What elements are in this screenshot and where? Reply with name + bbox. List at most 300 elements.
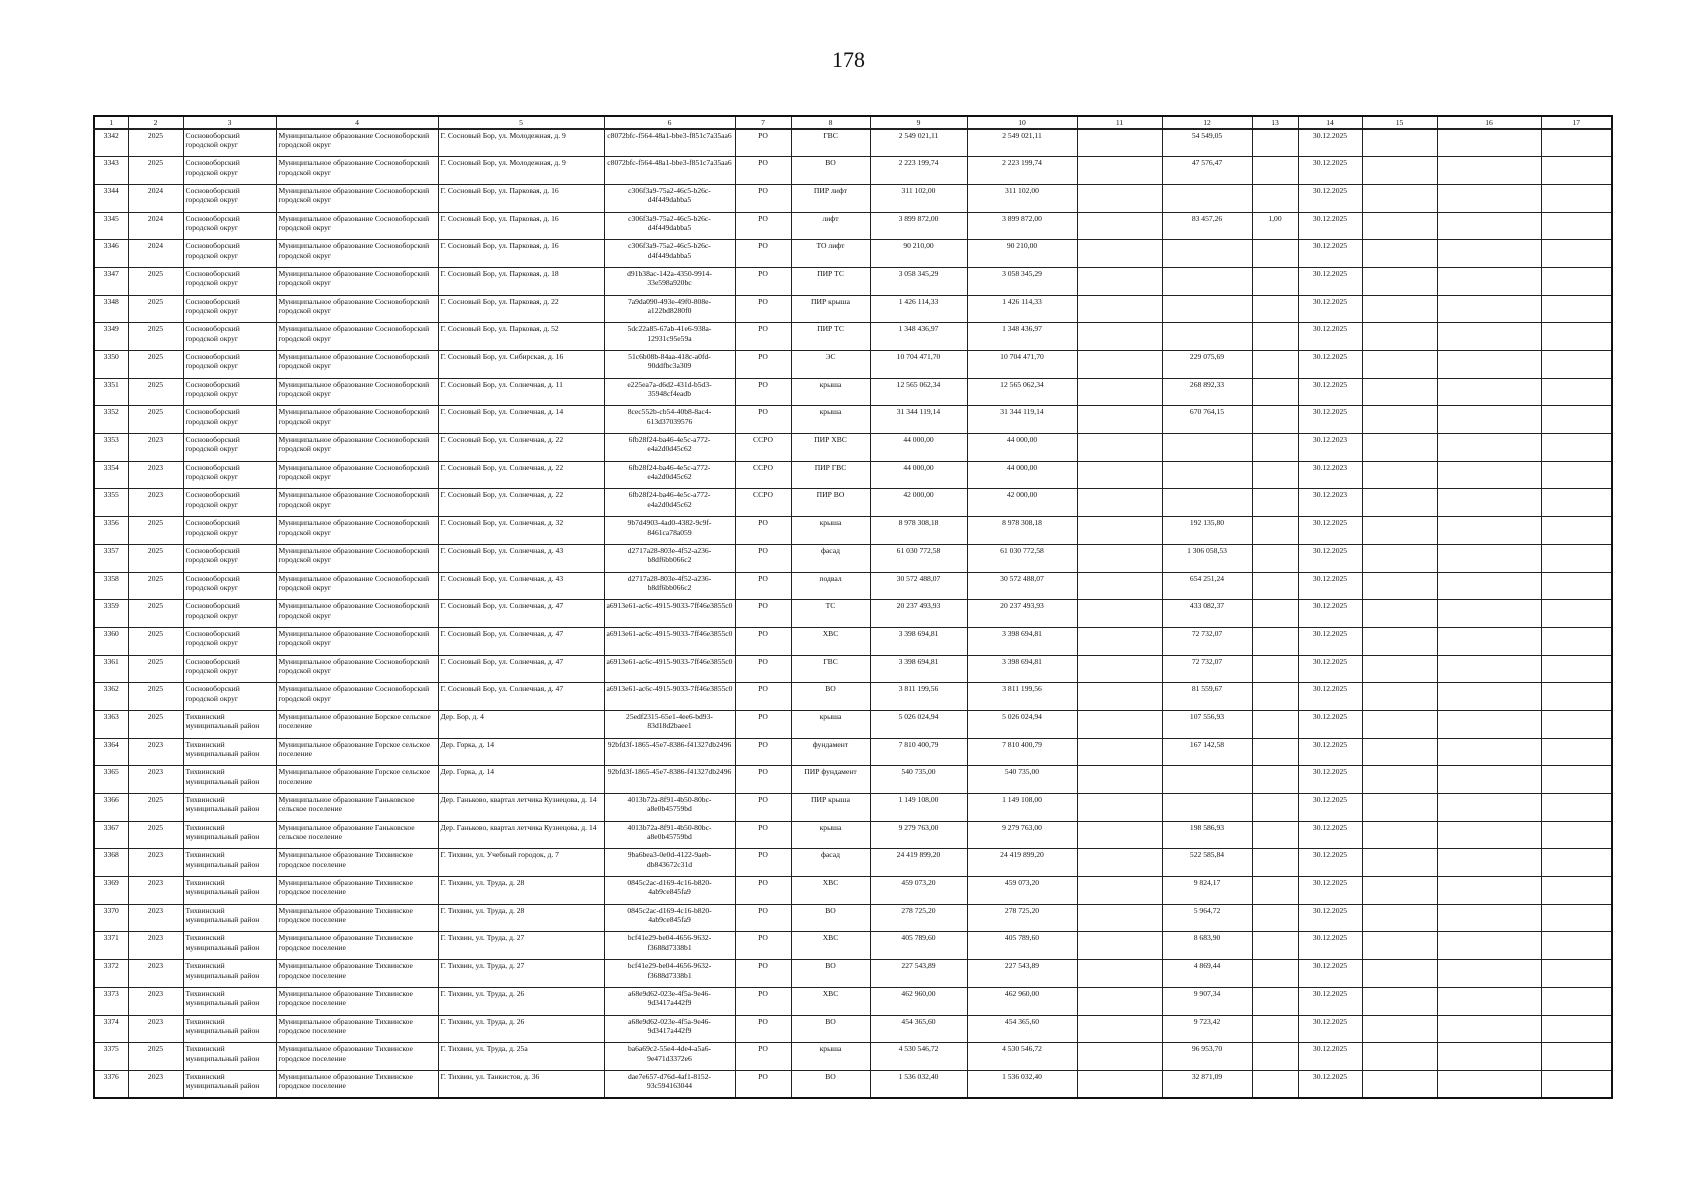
row-number-cell: 3350 <box>94 351 128 379</box>
house-guid-cell: a6913e61-ac6c-4915-9033-7ff46e3855c0 <box>604 627 735 655</box>
municipality-cell: Муниципальное образование Сосновоборский городской округ <box>276 572 438 600</box>
work-type-cell: ТС <box>791 600 870 628</box>
program-type-cell: РО <box>735 849 791 877</box>
house-guid-cell: 6fb28f24-ba46-4e5c-a772-e4a2d0d45c62 <box>604 489 735 517</box>
col-13-cell <box>1252 794 1298 822</box>
col-15-cell <box>1362 1043 1437 1071</box>
row-number-cell: 3362 <box>94 683 128 711</box>
program-type-cell: РО <box>735 821 791 849</box>
municipality-cell: Муниципальное образование Сосновоборский городской округ <box>276 406 438 434</box>
header-cell-10: 10 <box>967 116 1077 129</box>
total-cost-cell: 12 565 062,34 <box>870 378 967 406</box>
col-11-cell <box>1077 1015 1162 1043</box>
district-cell: Сосновоборский городской округ <box>183 489 276 517</box>
col-15-cell <box>1362 738 1437 766</box>
col-11-cell <box>1077 157 1162 185</box>
col-13-cell <box>1252 240 1298 268</box>
district-cell: Сосновоборский городской округ <box>183 600 276 628</box>
col-15-cell <box>1362 544 1437 572</box>
municipality-cell: Муниципальное образование Сосновоборский городской округ <box>276 351 438 379</box>
house-guid-cell: a6913e61-ac6c-4915-9033-7ff46e3855c0 <box>604 600 735 628</box>
col-12-cell: 8 683,90 <box>1162 932 1252 960</box>
district-cell: Сосновоборский городской округ <box>183 323 276 351</box>
district-cell: Сосновоборский городской округ <box>183 184 276 212</box>
row-number-cell: 3369 <box>94 877 128 905</box>
col-15-cell <box>1362 295 1437 323</box>
municipality-cell: Муниципальное образование Тихвинское городское поселение <box>276 932 438 960</box>
work-type-cell: подвал <box>791 572 870 600</box>
work-type-cell: ВО <box>791 683 870 711</box>
address-cell: Г. Сосновый Бор, ул. Молодежная, д. 9 <box>438 129 604 157</box>
col-13-cell <box>1252 960 1298 988</box>
col-17-cell <box>1541 1043 1612 1071</box>
col-16-cell <box>1437 489 1541 517</box>
col-17-cell <box>1541 877 1612 905</box>
col-15-cell <box>1362 572 1437 600</box>
col-16-cell <box>1437 877 1541 905</box>
row-number-cell: 3367 <box>94 821 128 849</box>
col-16-cell <box>1437 766 1541 794</box>
municipality-cell: Муниципальное образование Тихвинское городское поселение <box>276 849 438 877</box>
col-17-cell <box>1541 267 1612 295</box>
row-number-cell: 3351 <box>94 378 128 406</box>
house-guid-cell: a6913e61-ac6c-4915-9033-7ff46e3855c0 <box>604 683 735 711</box>
program-type-cell: РО <box>735 517 791 545</box>
address-cell: Г. Сосновый Бор, ул. Солнечная, д. 43 <box>438 572 604 600</box>
total-cost-cell: 90 210,00 <box>870 240 967 268</box>
col-12-cell <box>1162 434 1252 462</box>
col-16-cell <box>1437 627 1541 655</box>
municipality-cell: Муниципальное образование Тихвинское городское поселение <box>276 877 438 905</box>
col-12-cell: 198 586,93 <box>1162 821 1252 849</box>
col-15-cell <box>1362 849 1437 877</box>
cost-2-cell: 1 426 114,33 <box>967 295 1077 323</box>
col-15-cell <box>1362 960 1437 988</box>
work-type-cell: ХВС <box>791 627 870 655</box>
address-cell: Г. Сосновый Бор, ул. Солнечная, д. 22 <box>438 461 604 489</box>
deadline-cell: 30.12.2025 <box>1298 904 1362 932</box>
work-type-cell: ВО <box>791 1070 870 1098</box>
col-17-cell <box>1541 184 1612 212</box>
table-row <box>94 572 1612 600</box>
deadline-cell: 30.12.2025 <box>1298 821 1362 849</box>
col-11-cell <box>1077 877 1162 905</box>
col-11-cell <box>1077 572 1162 600</box>
year-cell: 2025 <box>128 378 183 406</box>
header-cell-17: 17 <box>1541 116 1612 129</box>
row-number-cell: 3352 <box>94 406 128 434</box>
work-type-cell: ПИР крыша <box>791 295 870 323</box>
col-12-cell: 670 764,15 <box>1162 406 1252 434</box>
program-type-cell: РО <box>735 406 791 434</box>
col-15-cell <box>1362 323 1437 351</box>
year-cell: 2023 <box>128 738 183 766</box>
cost-2-cell: 30 572 488,07 <box>967 572 1077 600</box>
year-cell: 2025 <box>128 295 183 323</box>
col-16-cell <box>1437 821 1541 849</box>
address-cell: Г. Сосновый Бор, ул. Солнечная, д. 22 <box>438 489 604 517</box>
work-type-cell: ПИР ТС <box>791 267 870 295</box>
house-guid-cell: 9b7d4903-4ad0-4382-9c9f-8461ca78a059 <box>604 517 735 545</box>
district-cell: Тихвинский муниципальный район <box>183 1015 276 1043</box>
work-type-cell: ХВС <box>791 877 870 905</box>
col-17-cell <box>1541 434 1612 462</box>
row-number-cell: 3347 <box>94 267 128 295</box>
header-cell-14: 14 <box>1298 116 1362 129</box>
col-11-cell <box>1077 406 1162 434</box>
district-cell: Сосновоборский городской округ <box>183 517 276 545</box>
total-cost-cell: 227 543,89 <box>870 960 967 988</box>
total-cost-cell: 44 000,00 <box>870 434 967 462</box>
total-cost-cell: 44 000,00 <box>870 461 967 489</box>
col-12-cell: 654 251,24 <box>1162 572 1252 600</box>
year-cell: 2023 <box>128 766 183 794</box>
col-15-cell <box>1362 157 1437 185</box>
row-number-cell: 3363 <box>94 710 128 738</box>
cost-2-cell: 3 899 872,00 <box>967 212 1077 240</box>
work-type-cell: крыша <box>791 517 870 545</box>
deadline-cell: 30.12.2023 <box>1298 434 1362 462</box>
total-cost-cell: 7 810 400,79 <box>870 738 967 766</box>
table-row <box>94 683 1612 711</box>
col-15-cell <box>1362 821 1437 849</box>
table-row <box>94 849 1612 877</box>
district-cell: Сосновоборский городской округ <box>183 627 276 655</box>
col-15-cell <box>1362 877 1437 905</box>
house-guid-cell: d91b38ac-142a-4350-9914-33e598a920bc <box>604 267 735 295</box>
cost-2-cell: 3 058 345,29 <box>967 267 1077 295</box>
row-number-cell: 3348 <box>94 295 128 323</box>
deadline-cell: 30.12.2025 <box>1298 710 1362 738</box>
deadline-cell: 30.12.2025 <box>1298 240 1362 268</box>
work-type-cell: ТО лифт <box>791 240 870 268</box>
work-type-cell: фасад <box>791 544 870 572</box>
col-12-cell: 83 457,26 <box>1162 212 1252 240</box>
col-12-cell <box>1162 323 1252 351</box>
col-11-cell <box>1077 766 1162 794</box>
address-cell: Г. Тихвин, ул. Труда, д. 27 <box>438 932 604 960</box>
district-cell: Тихвинский муниципальный район <box>183 794 276 822</box>
house-guid-cell: 9ba6bea3-0e0d-4122-9aeb-db843672c31d <box>604 849 735 877</box>
col-12-cell: 433 082,37 <box>1162 600 1252 628</box>
year-cell: 2025 <box>128 627 183 655</box>
district-cell: Тихвинский муниципальный район <box>183 766 276 794</box>
year-cell: 2024 <box>128 240 183 268</box>
house-guid-cell: bcf41e29-be04-4656-9632-f3688d7338b1 <box>604 932 735 960</box>
col-12-cell: 522 585,84 <box>1162 849 1252 877</box>
house-guid-cell: 6fb28f24-ba46-4e5c-a772-e4a2d0d45c62 <box>604 434 735 462</box>
col-12-cell: 81 559,67 <box>1162 683 1252 711</box>
address-cell: Г. Тихвин, ул. Учебный городок, д. 7 <box>438 849 604 877</box>
col-17-cell <box>1541 655 1612 683</box>
year-cell: 2024 <box>128 212 183 240</box>
deadline-cell: 30.12.2025 <box>1298 184 1362 212</box>
cost-2-cell: 90 210,00 <box>967 240 1077 268</box>
deadline-cell: 30.12.2025 <box>1298 295 1362 323</box>
address-cell: Г. Сосновый Бор, ул. Солнечная, д. 22 <box>438 434 604 462</box>
address-cell: Г. Тихвин, ул. Труда, д. 28 <box>438 904 604 932</box>
col-15-cell <box>1362 406 1437 434</box>
col-13-cell <box>1252 184 1298 212</box>
house-guid-cell: 4013b72a-8f91-4b50-80bc-a8e0b45759bd <box>604 794 735 822</box>
col-17-cell <box>1541 295 1612 323</box>
col-16-cell <box>1437 904 1541 932</box>
col-11-cell <box>1077 683 1162 711</box>
deadline-cell: 30.12.2025 <box>1298 683 1362 711</box>
deadline-cell: 30.12.2025 <box>1298 738 1362 766</box>
total-cost-cell: 3 811 199,56 <box>870 683 967 711</box>
col-11-cell <box>1077 544 1162 572</box>
program-type-cell: РО <box>735 877 791 905</box>
district-cell: Сосновоборский городской округ <box>183 683 276 711</box>
col-17-cell <box>1541 517 1612 545</box>
total-cost-cell: 10 704 471,70 <box>870 351 967 379</box>
col-17-cell <box>1541 932 1612 960</box>
col-16-cell <box>1437 960 1541 988</box>
year-cell: 2023 <box>128 1070 183 1098</box>
district-cell: Сосновоборский городской округ <box>183 655 276 683</box>
total-cost-cell: 278 725,20 <box>870 904 967 932</box>
district-cell: Сосновоборский городской округ <box>183 461 276 489</box>
col-13-cell <box>1252 738 1298 766</box>
total-cost-cell: 459 073,20 <box>870 877 967 905</box>
municipality-cell: Муниципальное образование Сосновоборский городской округ <box>276 461 438 489</box>
total-cost-cell: 5 026 024,94 <box>870 710 967 738</box>
district-cell: Тихвинский муниципальный район <box>183 849 276 877</box>
row-number-cell: 3349 <box>94 323 128 351</box>
work-type-cell: фундамент <box>791 738 870 766</box>
header-cell-7: 7 <box>735 116 791 129</box>
municipality-cell: Муниципальное образование Борское сельское поселение <box>276 710 438 738</box>
table-row <box>94 600 1612 628</box>
header-cell-6: 6 <box>604 116 735 129</box>
row-number-cell: 3355 <box>94 489 128 517</box>
col-13-cell <box>1252 267 1298 295</box>
col-11-cell <box>1077 240 1162 268</box>
district-cell: Сосновоборский городской округ <box>183 240 276 268</box>
col-11-cell <box>1077 184 1162 212</box>
table-row <box>94 184 1612 212</box>
table-row <box>94 904 1612 932</box>
col-15-cell <box>1362 1070 1437 1098</box>
col-13-cell <box>1252 1070 1298 1098</box>
house-guid-cell: 7a9da090-493e-49f0-808e-a122bd8280f0 <box>604 295 735 323</box>
cost-2-cell: 7 810 400,79 <box>967 738 1077 766</box>
work-type-cell: ЭС <box>791 351 870 379</box>
col-17-cell <box>1541 600 1612 628</box>
cost-2-cell: 8 978 308,18 <box>967 517 1077 545</box>
col-15-cell <box>1362 655 1437 683</box>
house-guid-cell: 92bfd3f-1865-45e7-8386-f41327db2496 <box>604 766 735 794</box>
table-row <box>94 157 1612 185</box>
col-11-cell <box>1077 710 1162 738</box>
address-cell: Г. Сосновый Бор, ул. Парковая, д. 16 <box>438 184 604 212</box>
col-11-cell <box>1077 932 1162 960</box>
year-cell: 2023 <box>128 960 183 988</box>
municipality-cell: Муниципальное образование Сосновоборский городской округ <box>276 212 438 240</box>
col-13-cell <box>1252 323 1298 351</box>
program-type-cell: РО <box>735 738 791 766</box>
address-cell: Дер. Горка, д. 14 <box>438 738 604 766</box>
header-cell-13: 13 <box>1252 116 1298 129</box>
work-type-cell: ХВС <box>791 987 870 1015</box>
col-11-cell <box>1077 655 1162 683</box>
address-cell: Г. Сосновый Бор, ул. Солнечная, д. 47 <box>438 655 604 683</box>
cost-2-cell: 10 704 471,70 <box>967 351 1077 379</box>
deadline-cell: 30.12.2023 <box>1298 461 1362 489</box>
program-type-cell: РО <box>735 794 791 822</box>
col-13-cell <box>1252 904 1298 932</box>
col-12-cell: 72 732,07 <box>1162 655 1252 683</box>
col-16-cell <box>1437 600 1541 628</box>
header-cell-9: 9 <box>870 116 967 129</box>
program-type-cell: РО <box>735 932 791 960</box>
district-cell: Тихвинский муниципальный район <box>183 987 276 1015</box>
program-type-cell: РО <box>735 378 791 406</box>
col-13-cell <box>1252 544 1298 572</box>
year-cell: 2025 <box>128 157 183 185</box>
row-number-cell: 3353 <box>94 434 128 462</box>
row-number-cell: 3358 <box>94 572 128 600</box>
col-13-cell <box>1252 517 1298 545</box>
table-row <box>94 544 1612 572</box>
col-12-cell: 72 732,07 <box>1162 627 1252 655</box>
table-row <box>94 323 1612 351</box>
address-cell: Г. Сосновый Бор, ул. Солнечная, д. 11 <box>438 378 604 406</box>
col-13-cell <box>1252 489 1298 517</box>
col-17-cell <box>1541 544 1612 572</box>
year-cell: 2025 <box>128 517 183 545</box>
col-17-cell <box>1541 683 1612 711</box>
col-11-cell <box>1077 517 1162 545</box>
address-cell: Г. Тихвин, ул. Труда, д. 26 <box>438 987 604 1015</box>
col-17-cell <box>1541 1070 1612 1098</box>
work-type-cell: крыша <box>791 1043 870 1071</box>
table-row <box>94 267 1612 295</box>
total-cost-cell: 540 735,00 <box>870 766 967 794</box>
district-cell: Тихвинский муниципальный район <box>183 738 276 766</box>
house-guid-cell: ba6a69c2-55e4-4de4-a5a6-9e471d3372e6 <box>604 1043 735 1071</box>
total-cost-cell: 3 398 694,81 <box>870 655 967 683</box>
col-13-cell <box>1252 627 1298 655</box>
municipality-cell: Муниципальное образование Сосновоборский городской округ <box>276 267 438 295</box>
col-11-cell <box>1077 323 1162 351</box>
district-cell: Тихвинский муниципальный район <box>183 904 276 932</box>
deadline-cell: 30.12.2025 <box>1298 1015 1362 1043</box>
year-cell: 2025 <box>128 1043 183 1071</box>
col-13-cell <box>1252 406 1298 434</box>
col-17-cell <box>1541 212 1612 240</box>
year-cell: 2024 <box>128 184 183 212</box>
col-11-cell <box>1077 794 1162 822</box>
row-number-cell: 3342 <box>94 129 128 157</box>
total-cost-cell: 1 426 114,33 <box>870 295 967 323</box>
col-12-cell: 167 142,58 <box>1162 738 1252 766</box>
address-cell: Дер. Ганьково, квартал летчика Кузнецова, д. 14 <box>438 794 604 822</box>
municipality-cell: Муниципальное образование Тихвинское городское поселение <box>276 960 438 988</box>
address-cell: Г. Сосновый Бор, ул. Парковая, д. 16 <box>438 240 604 268</box>
row-number-cell: 3346 <box>94 240 128 268</box>
total-cost-cell: 3 398 694,81 <box>870 627 967 655</box>
table-row <box>94 240 1612 268</box>
municipality-cell: Муниципальное образование Горское сельское поселение <box>276 738 438 766</box>
total-cost-cell: 1 348 436,97 <box>870 323 967 351</box>
col-15-cell <box>1362 987 1437 1015</box>
col-17-cell <box>1541 794 1612 822</box>
work-type-cell: ПИР ТС <box>791 323 870 351</box>
cost-2-cell: 278 725,20 <box>967 904 1077 932</box>
row-number-cell: 3365 <box>94 766 128 794</box>
year-cell: 2023 <box>128 849 183 877</box>
col-12-cell <box>1162 461 1252 489</box>
house-guid-cell: 5dc22a85-67ab-41e6-938a-12931c95e59a <box>604 323 735 351</box>
municipality-cell: Муниципальное образование Сосновоборский городской округ <box>276 323 438 351</box>
cost-2-cell: 459 073,20 <box>967 877 1077 905</box>
cost-2-cell: 1 536 032,40 <box>967 1070 1077 1098</box>
col-13-cell <box>1252 378 1298 406</box>
row-number-cell: 3344 <box>94 184 128 212</box>
col-17-cell <box>1541 849 1612 877</box>
house-guid-cell: 8cec552b-cb54-40b8-8ac4-613d37039576 <box>604 406 735 434</box>
total-cost-cell: 3 899 872,00 <box>870 212 967 240</box>
municipality-cell: Муниципальное образование Сосновоборский городской округ <box>276 240 438 268</box>
address-cell: Г. Тихвин, ул. Труда, д. 26 <box>438 1015 604 1043</box>
work-type-cell: крыша <box>791 406 870 434</box>
address-cell: Г. Тихвин, ул. Труда, д. 25а <box>438 1043 604 1071</box>
col-17-cell <box>1541 766 1612 794</box>
row-number-cell: 3370 <box>94 904 128 932</box>
col-11-cell <box>1077 600 1162 628</box>
table-row <box>94 1015 1612 1043</box>
page-number: 178 <box>832 47 865 72</box>
cost-2-cell: 3 398 694,81 <box>967 627 1077 655</box>
row-number-cell: 3368 <box>94 849 128 877</box>
col-11-cell <box>1077 987 1162 1015</box>
deadline-cell: 30.12.2025 <box>1298 212 1362 240</box>
municipality-cell: Муниципальное образование Сосновоборский городской округ <box>276 434 438 462</box>
col-15-cell <box>1362 904 1437 932</box>
col-11-cell <box>1077 378 1162 406</box>
total-cost-cell: 9 279 763,00 <box>870 821 967 849</box>
program-type-cell: ССРО <box>735 434 791 462</box>
address-cell: Г. Сосновый Бор, ул. Солнечная, д. 43 <box>438 544 604 572</box>
col-17-cell <box>1541 821 1612 849</box>
house-guid-cell: 92bfd3f-1865-45e7-8386-f41327db2496 <box>604 738 735 766</box>
col-12-cell: 96 953,70 <box>1162 1043 1252 1071</box>
registry-table-wrapper <box>93 115 1611 1099</box>
col-11-cell <box>1077 821 1162 849</box>
cost-2-cell: 42 000,00 <box>967 489 1077 517</box>
table-row <box>94 766 1612 794</box>
col-16-cell <box>1437 406 1541 434</box>
district-cell: Сосновоборский городской округ <box>183 572 276 600</box>
deadline-cell: 30.12.2025 <box>1298 129 1362 157</box>
total-cost-cell: 462 960,00 <box>870 987 967 1015</box>
row-number-cell: 3371 <box>94 932 128 960</box>
year-cell: 2025 <box>128 821 183 849</box>
col-13-cell <box>1252 1015 1298 1043</box>
work-type-cell: ПИР лифт <box>791 184 870 212</box>
col-16-cell <box>1437 683 1541 711</box>
program-type-cell: РО <box>735 627 791 655</box>
deadline-cell: 30.12.2025 <box>1298 655 1362 683</box>
program-type-cell: РО <box>735 323 791 351</box>
district-cell: Сосновоборский городской округ <box>183 378 276 406</box>
house-guid-cell: d2717a28-803e-4f52-a236-b8df6bb066c2 <box>604 572 735 600</box>
col-16-cell <box>1437 738 1541 766</box>
col-12-cell: 268 892,33 <box>1162 378 1252 406</box>
municipality-cell: Муниципальное образование Сосновоборский городской округ <box>276 489 438 517</box>
